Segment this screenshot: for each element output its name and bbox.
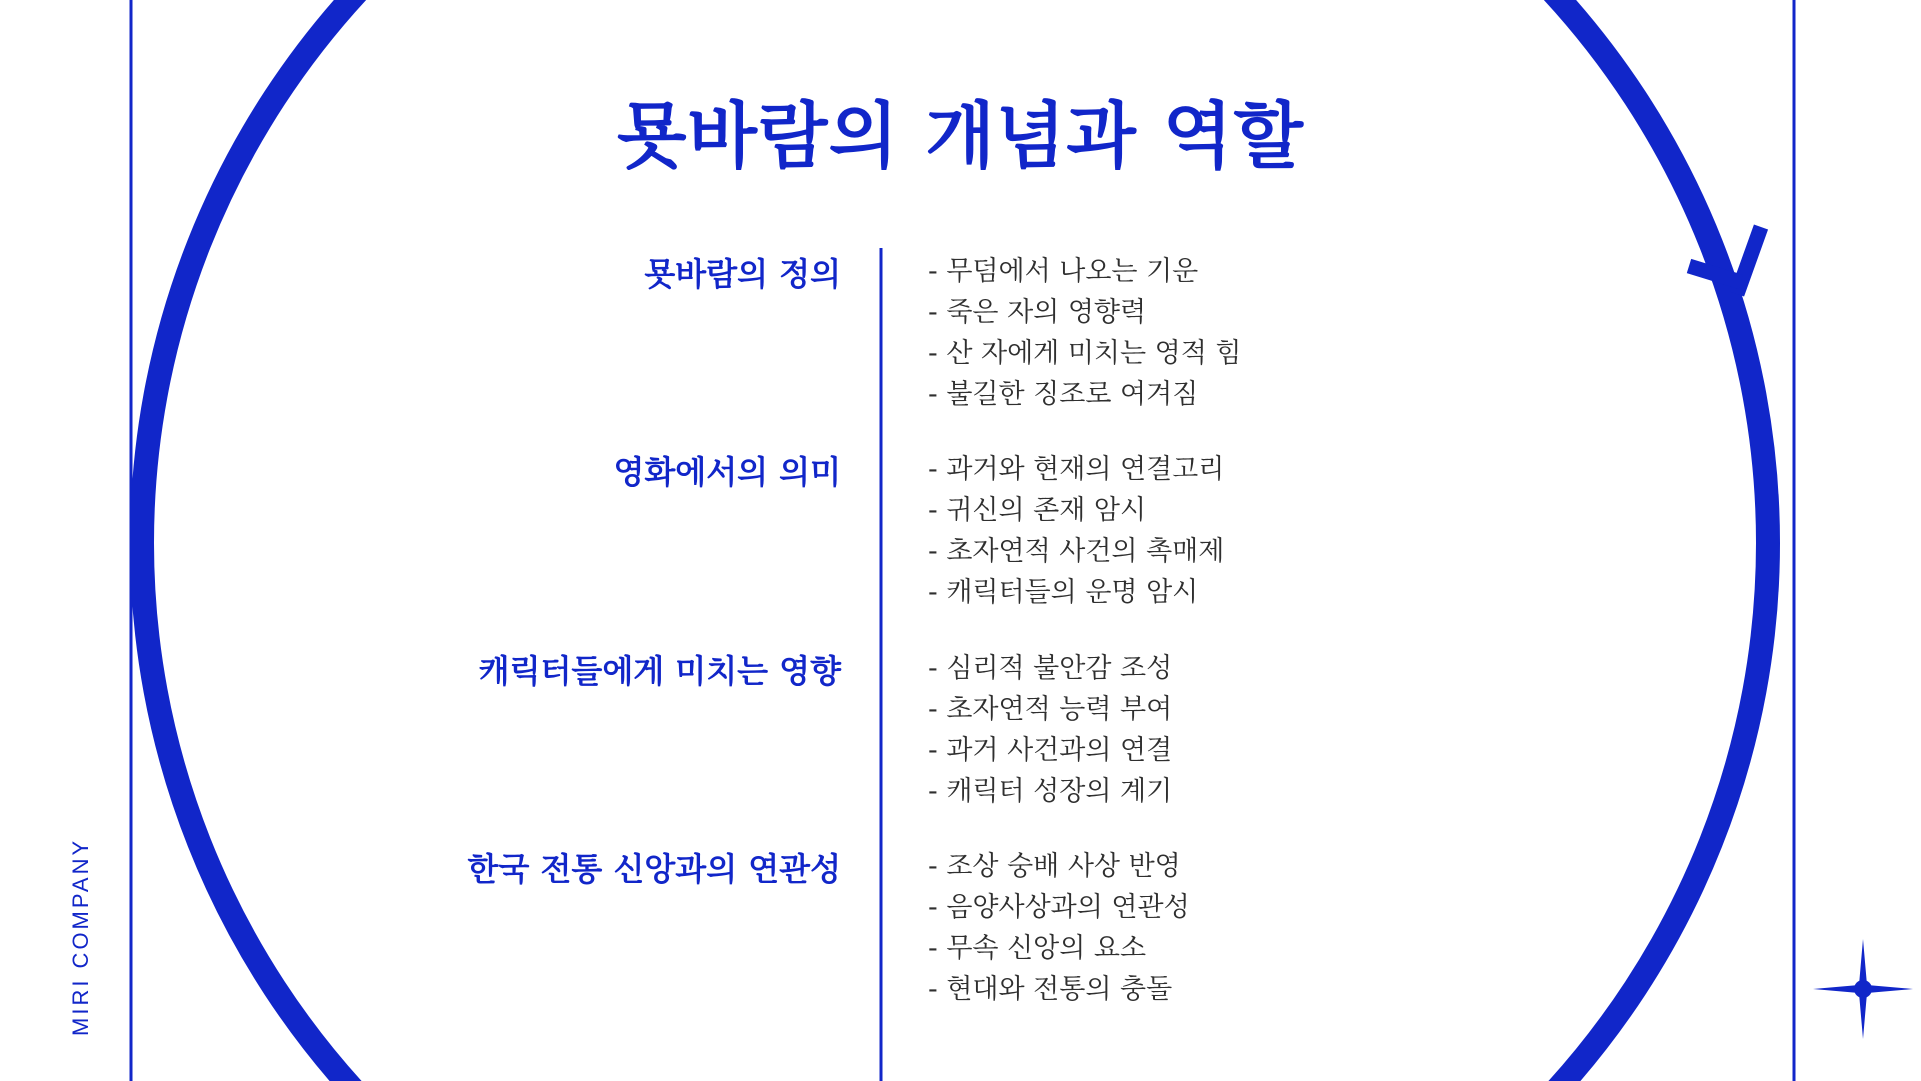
- section-item-list: [928, 846, 1190, 1010]
- list-item: - 현대와 전통의 충돌: [928, 974, 1173, 1005]
- list-item: - 초자연적 사건의 촉매제: [928, 536, 1225, 567]
- sparkle-star-icon: [1813, 939, 1913, 1039]
- list-item: - 과거 사건과의 연결: [928, 735, 1173, 766]
- section-label: 영화에서의 의미: [613, 453, 841, 491]
- list-item: - 불길한 징조로 여겨짐: [928, 379, 1199, 410]
- section-item-list: [928, 251, 1241, 415]
- list-item: - 심리적 불안감 조성: [928, 653, 1173, 684]
- list-item: - 무속 신앙의 요소: [928, 933, 1147, 964]
- list-item: - 초자연적 능력 부여: [928, 694, 1173, 725]
- slide-title: 묫바람의 개념과 역할: [616, 94, 1305, 178]
- section-label: 묫바람의 정의: [644, 255, 841, 293]
- list-item: - 조상 숭배 사상 반영: [928, 851, 1181, 882]
- list-item: - 캐릭터들의 운명 암시: [928, 577, 1199, 608]
- list-item: - 음양사상과의 연관성: [928, 892, 1190, 923]
- section-item-list: [928, 648, 1172, 812]
- brand-label: MIRI COMPANY: [68, 837, 93, 1036]
- section-item-list: [928, 449, 1224, 613]
- section-label: 캐릭터들에게 미치는 영향: [478, 652, 841, 690]
- arrow-head-mark: [1689, 227, 1761, 294]
- list-item: - 산 자에게 미치는 영적 힘: [928, 338, 1242, 369]
- list-item: - 무덤에서 나오는 기운: [928, 256, 1199, 287]
- list-item: - 귀신의 존재 암시: [928, 495, 1147, 526]
- section-label: 한국 전통 신앙과의 연관성: [467, 850, 841, 888]
- list-item: - 캐릭터 성장의 계기: [928, 776, 1173, 807]
- list-item: - 과거와 현재의 연결고리: [928, 454, 1225, 485]
- list-item: - 죽은 자의 영향력: [928, 297, 1147, 328]
